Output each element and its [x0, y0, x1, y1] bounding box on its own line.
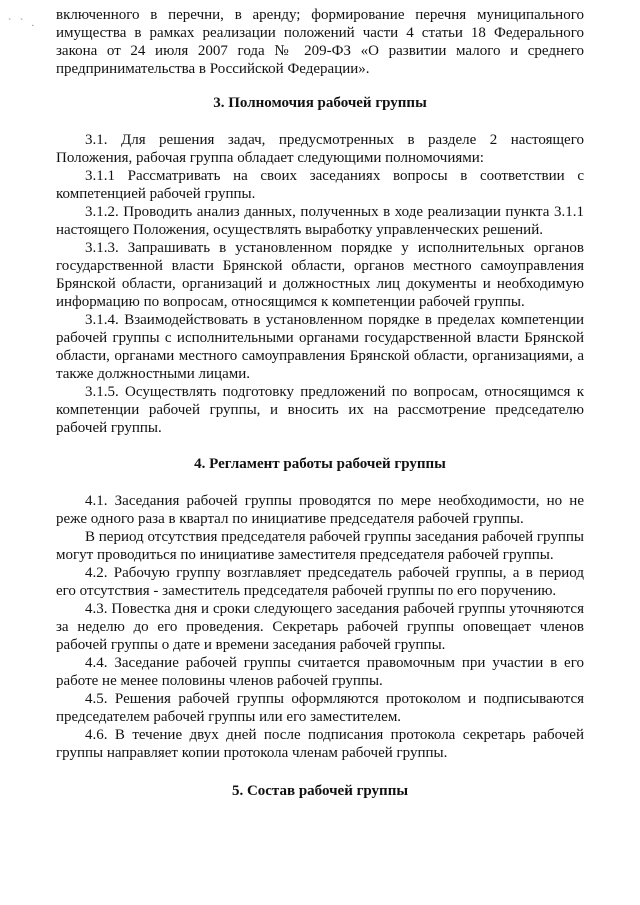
paragraph-4-6: 4.6. В течение двух дней после подписания протокола секретарь рабочей группы направляет копии протокола членам рабочей группы. — [56, 727, 584, 761]
margin-mark: ` ` . — [8, 18, 38, 29]
paragraph-4-2: 4.2. Рабочую группу возглавляет председатель рабочей группы, а в период его отсутствия - заместитель председателя рабочей группы по его поручению. — [56, 565, 584, 599]
paragraph-4-1: 4.1. Заседания рабочей группы проводятся по мере необходимости, но не реже одного раза в квартал по инициативе председателя рабочей группы. — [56, 493, 584, 527]
section-3-heading: 3. Полномочия рабочей группы — [213, 95, 427, 111]
intro-continuation: включенного в перечни, в аренду; формирование перечня муниципального имущества в рамках реализации положений части 4 статьи 18 Федерального закона от 24 июля 2007 года № 209-ФЗ «О развитии малого и среднего предпринимательства в Российской Федерации». — [56, 7, 584, 77]
paragraph-3-1-1: 3.1.1 Рассматривать на своих заседаниях вопросы в соответствии с компетенцией рабочей группы. — [56, 168, 584, 202]
section-4-heading: 4. Регламент работы рабочей группы — [194, 456, 446, 472]
paragraph-3-1: 3.1. Для решения задач, предусмотренных в разделе 2 настоящего Положения, рабочая группа обладает следующими полномочиями: — [56, 132, 584, 166]
section-5-heading: 5. Состав рабочей группы — [231, 783, 409, 799]
paragraph-4-5: 4.5. Решения рабочей группы оформляются протоколом и подписываются председателем рабочей группы или его заместителем. — [56, 691, 584, 725]
paragraph-3-1-4: 3.1.4. Взаимодействовать в установленном порядке в пределах компетенции рабочей группы с исполнительными органами государственной власти Брянской области, органами местного самоуправления Брянской области, организациями, а также должностными лицами. — [56, 312, 584, 382]
paragraph-4-1-absence: В период отсутствия председателя рабочей группы заседания рабочей группы могут проводиться по инициативе заместителя председателя рабочей группы. — [56, 529, 584, 563]
paragraph-4-4: 4.4. Заседание рабочей группы считается правомочным при участии в его работе не менее половины членов рабочей группы. — [56, 655, 584, 689]
paragraph-4-3: 4.3. Повестка дня и сроки следующего заседания рабочей группы уточняются за неделю до его проведения. Секретарь рабочей группы оповещает членов рабочей группы о дате и времени заседания рабочей группы. — [56, 601, 584, 653]
document-page — [56, 6, 584, 800]
spacer — [56, 473, 584, 492]
spacer — [56, 112, 584, 131]
paragraph-3-1-3: 3.1.3. Запрашивать в установленном порядке у исполнительных органов государственной власти Брянской области, органов местного самоуправления Брянской области, организаций и должностных лиц документы и необходимую информацию по вопросам, относящимся к компетенции рабочей группы. — [56, 240, 584, 310]
paragraph-3-1-2: 3.1.2. Проводить анализ данных, полученных в ходе реализации пункта 3.1.1 настоящего Положения, осуществлять выработку управленческих решений. — [56, 204, 584, 238]
paragraph-3-1-5: 3.1.5. Осуществлять подготовку предложений по вопросам, относящимся к компетенции рабочей группы, и вносить их на рассмотрение председателю рабочей группы. — [56, 384, 584, 436]
